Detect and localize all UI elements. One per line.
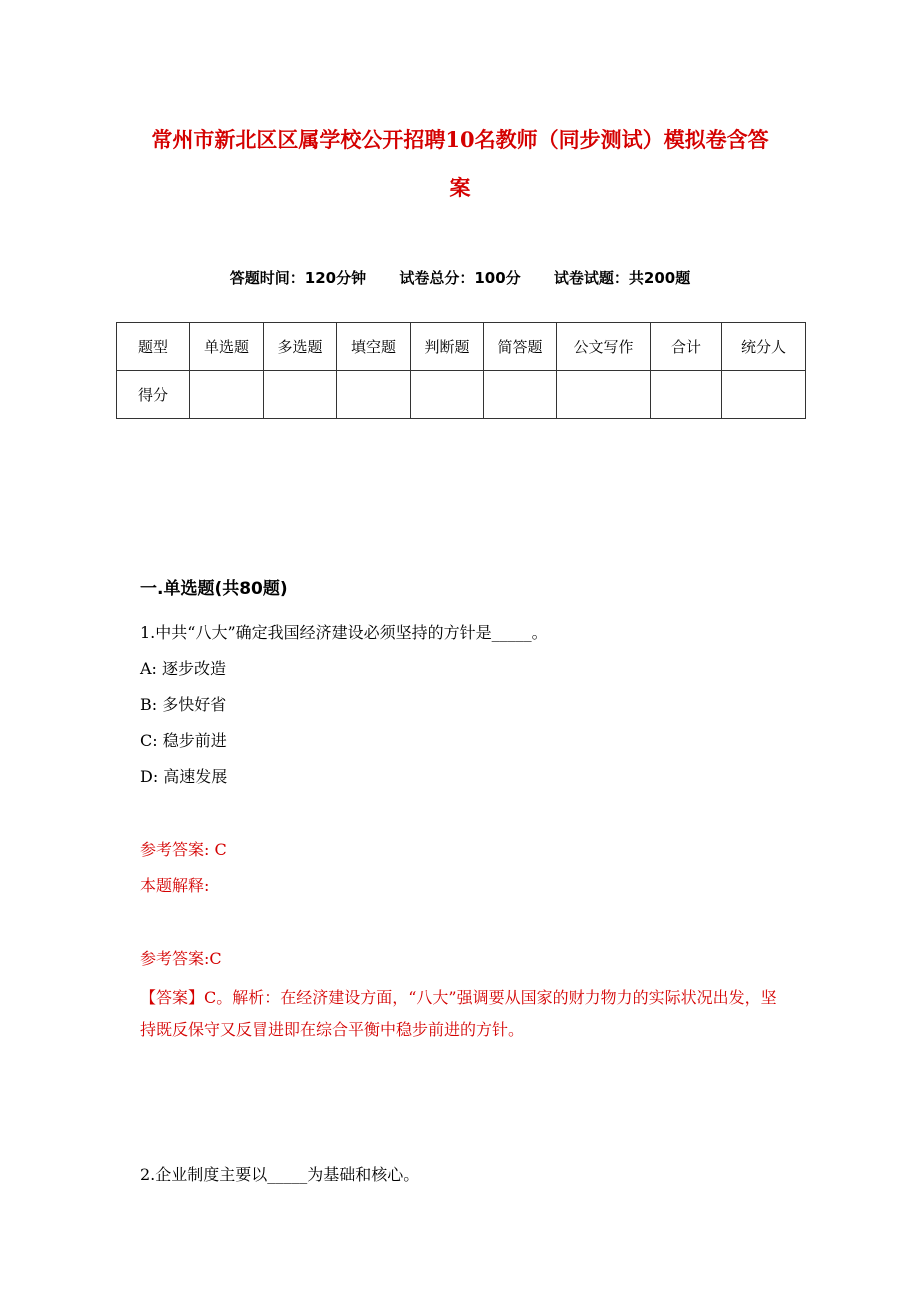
document-title-line2: 案 bbox=[449, 175, 471, 200]
exam-question-count: 试卷试题：共200题 bbox=[553, 269, 691, 287]
header-fill-blank: 填空题 bbox=[337, 323, 411, 371]
header-total: 合计 bbox=[651, 323, 722, 371]
exam-total-score: 试卷总分：100分 bbox=[399, 269, 521, 287]
score-cell bbox=[484, 371, 557, 419]
question-1-answer: 参考答案: C bbox=[140, 840, 227, 859]
section-heading: 一.单选题(共80题) bbox=[140, 579, 288, 599]
header-official-writing: 公文写作 bbox=[557, 323, 651, 371]
question-1-explanation: 【答案】C。解析：在经济建设方面，“八大”强调要从国家的财力物力的实际状况出发，坚持既反保守又反冒进即在综合平衡中稳步前进的方针。 bbox=[140, 988, 777, 1039]
question-1-option-c: C: 稳步前进 bbox=[140, 731, 227, 750]
header-type: 题型 bbox=[117, 323, 190, 371]
question-1-option-a: A: 逐步改造 bbox=[140, 659, 227, 678]
header-single-choice: 单选题 bbox=[190, 323, 264, 371]
exam-time: 答题时间：120分钟 bbox=[229, 269, 367, 287]
question-1-explain-label: 本题解释: bbox=[140, 876, 210, 895]
header-scorer: 统分人 bbox=[722, 323, 806, 371]
row-label-score: 得分 bbox=[117, 371, 190, 419]
question-1-option-d: D: 高速发展 bbox=[140, 767, 228, 786]
score-table bbox=[116, 322, 806, 419]
header-multiple-choice: 多选题 bbox=[264, 323, 337, 371]
header-short-answer: 简答题 bbox=[484, 323, 557, 371]
header-true-false: 判断题 bbox=[411, 323, 484, 371]
document-title-line1: 常州市新北区区属学校公开招聘10名教师（同步测试）模拟卷含答 bbox=[151, 127, 769, 152]
score-cell bbox=[337, 371, 411, 419]
score-cell bbox=[722, 371, 806, 419]
score-cell bbox=[264, 371, 337, 419]
score-table-score-row bbox=[117, 371, 806, 419]
score-cell bbox=[651, 371, 722, 419]
score-cell bbox=[557, 371, 651, 419]
score-cell bbox=[190, 371, 264, 419]
exam-info bbox=[0, 267, 920, 288]
score-cell bbox=[411, 371, 484, 419]
question-2-text: 2.企业制度主要以_____为基础和核心。 bbox=[140, 1165, 420, 1184]
score-table-header-row bbox=[117, 323, 806, 371]
question-1-answer-repeat: 参考答案:C bbox=[140, 949, 222, 968]
question-1-option-b: B: 多快好省 bbox=[140, 695, 227, 714]
question-1-text: 1.中共“八大”确定我国经济建设必须坚持的方针是_____。 bbox=[140, 623, 548, 642]
